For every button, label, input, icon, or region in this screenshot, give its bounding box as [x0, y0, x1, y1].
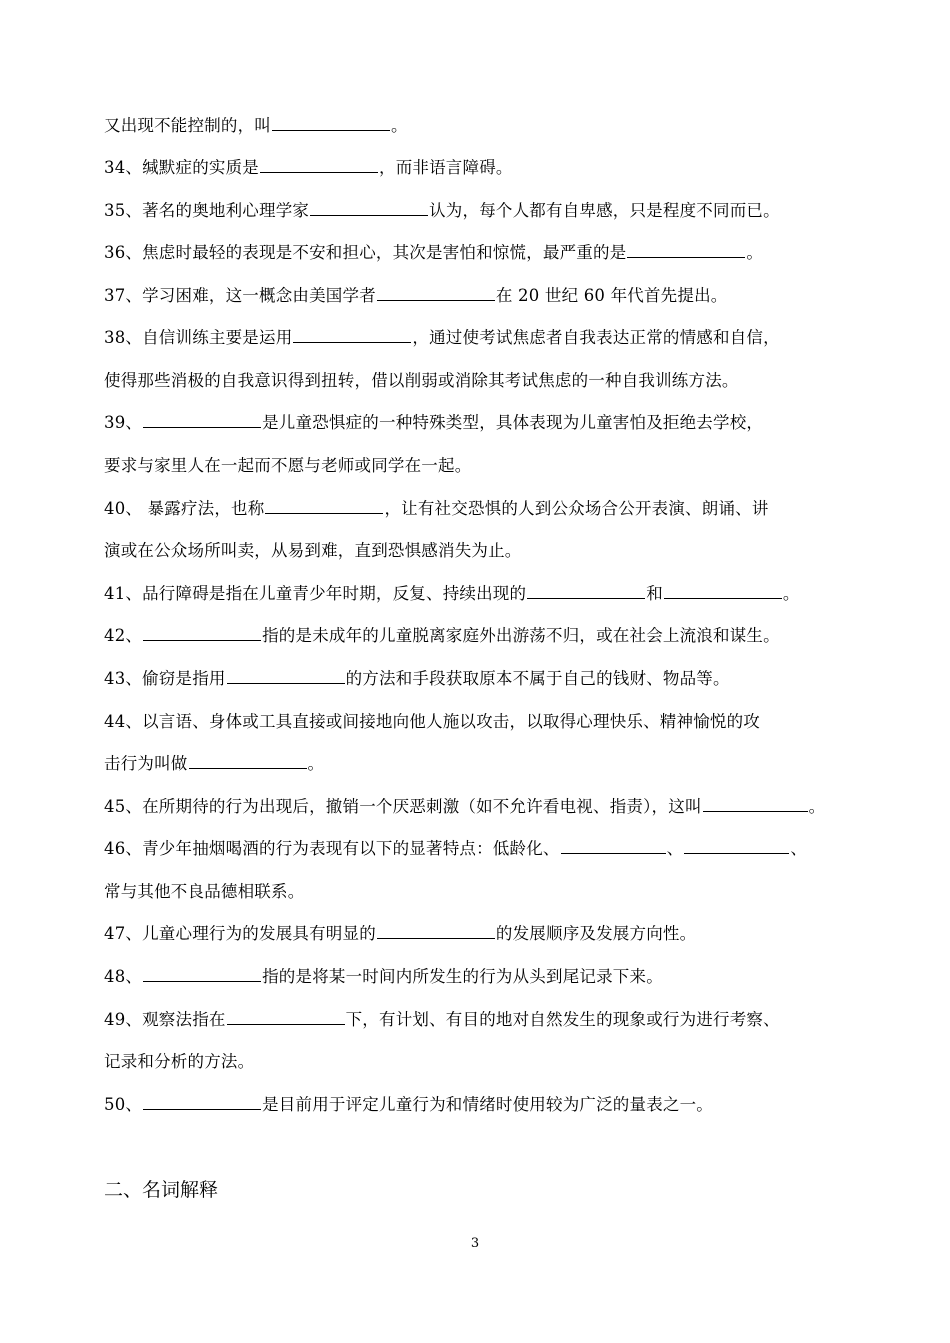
answer-blank[interactable] [227, 1008, 345, 1025]
text: 44、以言语、身体或工具直接或间接地向他人施以攻击，以取得心理快乐、精神愉悦的攻 [104, 712, 760, 731]
text: 35、著名的奥地利心理学家 [104, 201, 310, 220]
question-39-line-2 [104, 454, 850, 478]
question-47 [104, 922, 850, 946]
text: 41、品行障碍是指在儿童青少年时期，反复、持续出现的 [104, 584, 527, 603]
question-37 [104, 284, 850, 308]
text: 49、观察法指在 [104, 1010, 226, 1029]
answer-blank[interactable] [265, 497, 383, 514]
answer-blank[interactable] [684, 837, 789, 854]
text: 。 [808, 797, 826, 816]
answer-blank[interactable] [377, 284, 495, 301]
question-48 [104, 965, 850, 989]
answer-blank[interactable] [143, 965, 261, 982]
text: 48、 [104, 967, 143, 986]
answer-blank[interactable] [310, 199, 428, 216]
text: ，而非语言障碍。 [379, 158, 513, 177]
text: 39、 [104, 413, 143, 432]
text: 38、自信训练主要是运用 [104, 328, 293, 347]
question-35 [104, 199, 850, 223]
question-42 [104, 624, 850, 648]
text: 。 [307, 754, 325, 773]
text: 指的是将某一时间内所发生的行为从头到尾记录下来。 [262, 967, 663, 986]
question-40-line-1 [104, 497, 850, 521]
text: 的发展顺序及发展方向性。 [495, 924, 697, 943]
text: 37、学习困难，这一概念由美国学者 [104, 286, 376, 305]
question-46-line-2 [104, 880, 850, 904]
text: 45、在所期待的行为出现后，撤销一个厌恶刺激（如不允许看电视、指责），这叫 [104, 797, 702, 816]
text: 是儿童恐惧症的一种特殊类型，具体表现为儿童害怕及拒绝去学校， [262, 413, 764, 432]
question-38-line-1 [104, 326, 850, 350]
question-44-line-2 [104, 752, 850, 776]
question-50 [104, 1093, 850, 1117]
text: 下，有计划、有目的地对自然发生的现象或行为进行考察、 [345, 1010, 780, 1029]
text: 在 20 世纪 60 年代首先提出。 [495, 286, 728, 305]
answer-blank[interactable] [293, 326, 411, 343]
text: 42、 [104, 626, 143, 645]
answer-blank[interactable] [377, 922, 495, 939]
answer-blank[interactable] [260, 156, 378, 173]
text: 40、 暴露疗法，也称 [104, 499, 265, 518]
text: 34、缄默症的实质是 [104, 158, 259, 177]
answer-blank[interactable] [664, 582, 782, 599]
question-49-line-2 [104, 1050, 850, 1074]
text: 、 [790, 839, 808, 858]
answer-blank[interactable] [527, 582, 645, 599]
text: 演或在公众场所叫卖，从易到难，直到恐惧感消失为止。 [104, 541, 522, 560]
answer-blank[interactable] [189, 752, 307, 769]
question-38-line-2 [104, 369, 850, 393]
answer-blank[interactable] [227, 667, 345, 684]
text: 。 [746, 243, 764, 262]
text: 常与其他不良品德相联系。 [104, 882, 305, 901]
text: 击行为叫做 [104, 754, 188, 773]
text: 和 [646, 584, 663, 603]
answer-blank[interactable] [627, 241, 745, 258]
text: 的方法和手段获取原本不属于自己的钱财、物品等。 [345, 669, 730, 688]
question-41 [104, 582, 850, 606]
question-33-continuation [104, 114, 850, 138]
answer-blank[interactable] [272, 114, 390, 131]
text: 、 [666, 839, 684, 858]
text: ，让有社交恐惧的人到公众场合公开表演、朗诵、讲 [384, 499, 769, 518]
text: ，通过使考试焦虑者自我表达正常的情感和自信， [412, 328, 780, 347]
answer-blank[interactable] [143, 624, 261, 641]
question-39-line-1 [104, 411, 850, 435]
text: 43、偷窃是指用 [104, 669, 226, 688]
question-44-line-1 [104, 710, 850, 734]
question-49-line-1 [104, 1008, 850, 1032]
question-46-line-1 [104, 837, 850, 861]
question-40-line-2 [104, 539, 850, 563]
text: 47、儿童心理行为的发展具有明显的 [104, 924, 376, 943]
section-title: 二、名词解释 [104, 1179, 219, 1201]
text: 46、青少年抽烟喝酒的行为表现有以下的显著特点：低龄化、 [104, 839, 560, 858]
question-45 [104, 795, 850, 819]
answer-blank[interactable] [143, 411, 261, 428]
text: 36、焦虑时最轻的表现是不安和担心，其次是害怕和惊慌，最严重的是 [104, 243, 627, 262]
text: 。 [782, 584, 800, 603]
text: 又出现不能控制的，叫 [104, 116, 271, 135]
answer-blank[interactable] [561, 837, 666, 854]
text: 要求与家里人在一起而不愿与老师或同学在一起。 [104, 456, 472, 475]
text: 50、 [104, 1095, 143, 1114]
question-43 [104, 667, 850, 691]
text: 指的是未成年的儿童脱离家庭外出游荡不归，或在社会上流浪和谋生。 [262, 626, 780, 645]
question-34 [104, 156, 850, 180]
text: 。 [391, 116, 408, 135]
page-number: 3 [470, 1236, 480, 1251]
text: 是目前用于评定儿童行为和情绪时使用较为广泛的量表之一。 [262, 1095, 714, 1114]
text: 认为，每个人都有自卑感，只是程度不同而已。 [429, 201, 780, 220]
text: 使得那些消极的自我意识得到扭转，借以削弱或消除其考试焦虑的一种自我训练方法。 [104, 371, 739, 390]
answer-blank[interactable] [143, 1093, 261, 1110]
answer-blank[interactable] [703, 795, 808, 812]
text: 记录和分析的方法。 [104, 1052, 255, 1071]
question-36 [104, 241, 850, 265]
